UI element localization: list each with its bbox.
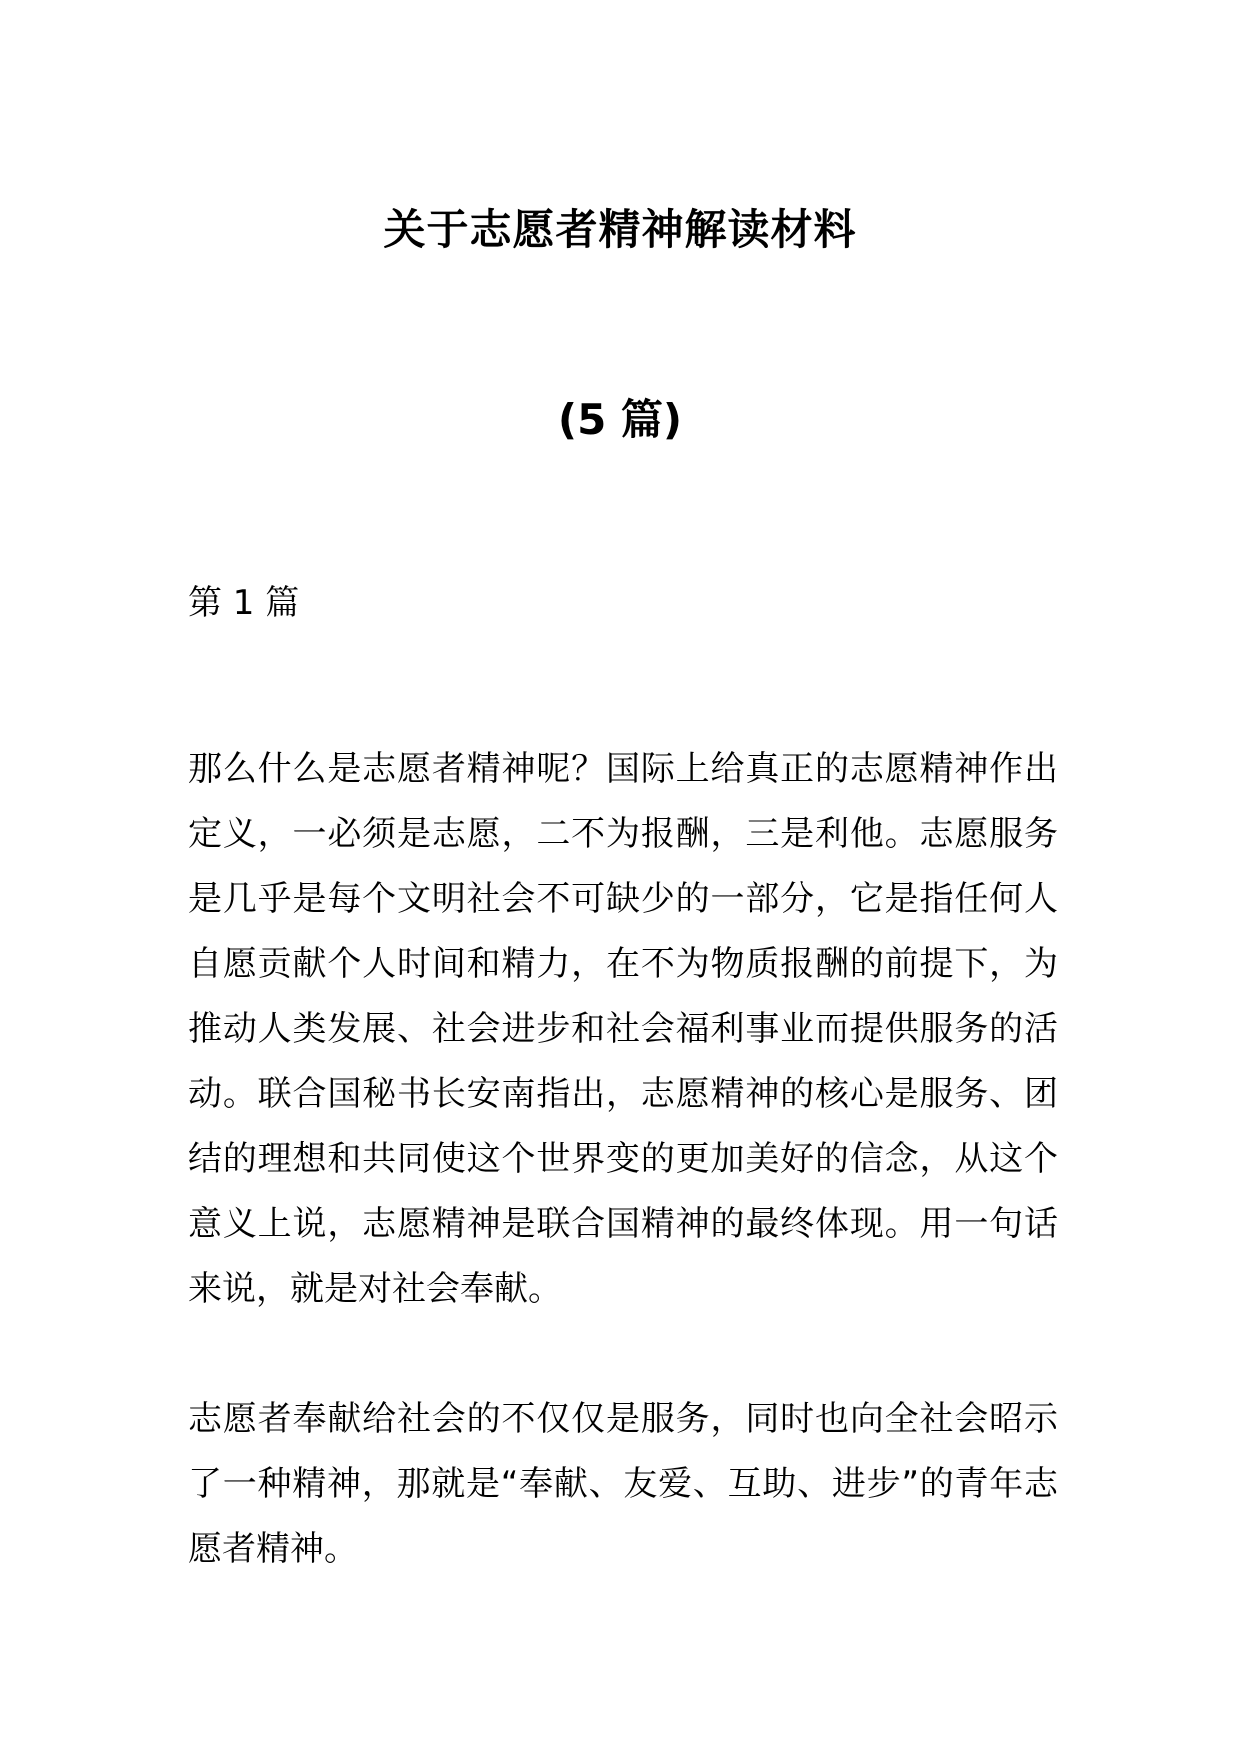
document-subtitle: (5 篇): [557, 395, 683, 444]
document-title: 关于志愿者精神解读材料: [383, 205, 857, 254]
section-heading: 第 1 篇: [188, 583, 300, 623]
body-paragraph-1: 那么什么是志愿者精神呢？国际上给真正的志愿精神作出定义，一必须是志愿，二不为报酬，三是利他。志愿服务是几乎是每个文明社会不可缺少的一部分，它是指任何人自愿贡献个人时间和精力，在不为物质报酬的前提下，为推动人类发展、社会进步和社会福利事业而提供服务的活动。联合国秘书长安南指出，志愿精神的核心是服务、团结的理想和共同使这个世界变的更加美好的信念，从这个意义上说，志愿精神是联合国精神的最终体现。用一句话来说，就是对社会奉献。: [188, 749, 1058, 1309]
body-paragraph-2: 志愿者奉献给社会的不仅仅是服务，同时也向全社会昭示了一种精神，那就是“奉献、友爱、互助、进步”的青年志愿者精神。: [188, 1399, 1058, 1569]
